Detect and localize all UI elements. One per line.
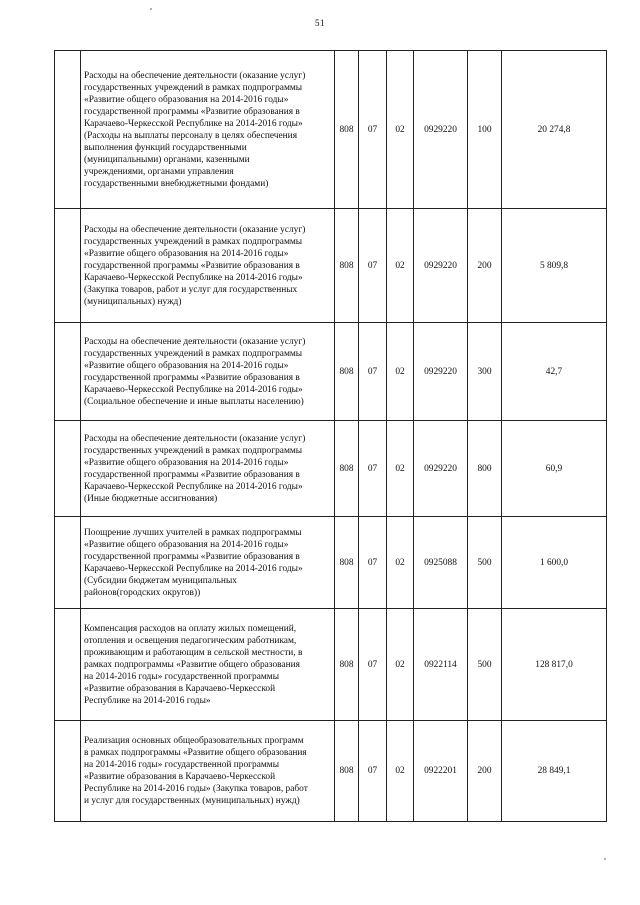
description-line: (Закупка товаров, работ и услуг для государственных (84, 284, 298, 295)
description-line: и услуг для государственных (муниципальных) нужд) (84, 796, 300, 806)
description-line: Поощрение лучших учителей в рамках подпрограммы (84, 527, 302, 538)
description-line: Расходы на обеспечение деятельности (оказание услуг) (84, 433, 306, 444)
section-code-cell: 07 (359, 51, 387, 209)
description-line: Карачаево-Черкесской Республике на 2014-2016 годы» (84, 481, 303, 492)
target-article-cell: 0929220 (414, 51, 468, 209)
description-cell (81, 421, 335, 517)
expense-type-cell: 200 (468, 721, 502, 822)
description-line: государственной программы «Развитие образования в (84, 551, 300, 562)
description-line: отопления и освещения педагогическим работникам, (84, 635, 297, 646)
table-body (55, 51, 607, 822)
description-line: государственных учреждений в рамках подпрограммы (84, 236, 303, 247)
subsection-code-cell: 02 (387, 609, 414, 721)
amount-cell: 42,7 (502, 323, 607, 421)
subsection-code-cell: 02 (387, 421, 414, 517)
description-line: «Развитие образования в Карачаево-Черкесской (84, 683, 276, 694)
expense-type-cell: 200 (468, 209, 502, 323)
description-line: (Субсидии бюджетам муниципальных (84, 575, 237, 586)
section-code-cell: 07 (359, 721, 387, 822)
target-article-cell: 0922114 (414, 609, 468, 721)
description-line: «Развитие общего образования на 2014-2016 годы» (84, 248, 289, 259)
page-number: 51 (315, 18, 325, 28)
description-line: учреждениями, органами управления (84, 166, 234, 177)
section-code-cell: 07 (359, 609, 387, 721)
description-line: государственной программы «Развитие образования в (84, 106, 300, 117)
description-line: «Развитие образования в Карачаево-Черкесской (84, 772, 276, 782)
description-line: на 2014-2016 годы» государственной программы (84, 671, 280, 682)
row-index-cell (55, 209, 81, 323)
description-line: Расходы на обеспечение деятельности (оказание услуг) (84, 336, 306, 347)
description-cell (81, 517, 335, 609)
description-line: рамках подпрограммы «Развитие общего образования (84, 659, 300, 670)
description-line: проживающим и работающим в сельской местности, в (84, 647, 303, 658)
description-line: Республике на 2014-2016 годы» (Закупка товаров, работ (84, 784, 308, 794)
description-line: «Развитие общего образования на 2014-2016 годы» (84, 457, 289, 468)
description-line: государственной программы «Развитие образования в (84, 469, 300, 480)
section-code-cell: 07 (359, 421, 387, 517)
description-line: Карачаево-Черкесской Республике на 2014-2016 годы» (84, 384, 303, 395)
description-line: (Социальное обеспечение и иные выплаты населению) (84, 396, 304, 407)
amount-cell: 5 809,8 (502, 209, 607, 323)
description-line: (Иные бюджетные ассигнования) (84, 493, 218, 504)
target-article-cell: 0929220 (414, 421, 468, 517)
amount-cell: 128 817,0 (502, 609, 607, 721)
ministry-code-cell: 808 (335, 51, 359, 209)
table-row (55, 517, 607, 609)
subsection-code-cell: 02 (387, 323, 414, 421)
ministry-code-cell: 808 (335, 721, 359, 822)
description-cell (81, 209, 335, 323)
description-cell (81, 721, 335, 822)
row-index-cell (55, 609, 81, 721)
description-line: в рамках подпрограммы «Развитие общего образования (84, 748, 307, 758)
description-line: государственными внебюджетными фондами) (84, 178, 269, 189)
description-line: (муниципальных) нужд) (84, 296, 182, 307)
row-index-cell (55, 517, 81, 609)
expense-type-cell: 500 (468, 517, 502, 609)
row-index-cell (55, 51, 81, 209)
expense-type-cell: 300 (468, 323, 502, 421)
description-cell (81, 51, 335, 209)
table-row (55, 421, 607, 517)
target-article-cell: 0925088 (414, 517, 468, 609)
description-line: Карачаево-Черкесской Республике на 2014-2016 годы» (84, 118, 303, 129)
expense-type-cell: 100 (468, 51, 502, 209)
description-line: Компенсация расходов на оплату жилых помещений, (84, 623, 297, 634)
expense-type-cell: 500 (468, 609, 502, 721)
description-line: Реализация основных общеобразовательных программ (84, 736, 304, 746)
description-line: на 2014-2016 годы» государственной программы (84, 760, 280, 770)
description-line: «Развитие общего образования на 2014-2016 годы» (84, 360, 289, 371)
description-cell (81, 323, 335, 421)
scan-speck (150, 8, 152, 10)
amount-cell: 20 274,8 (502, 51, 607, 209)
row-index-cell (55, 323, 81, 421)
amount-cell: 60,9 (502, 421, 607, 517)
description-line: (муниципальными) органами, казенными (84, 154, 250, 165)
description-cell (81, 609, 335, 721)
target-article-cell: 0929220 (414, 209, 468, 323)
table-row (55, 609, 607, 721)
row-index-cell (55, 421, 81, 517)
subsection-code-cell: 02 (387, 209, 414, 323)
table-row (55, 721, 607, 822)
description-line: государственной программы «Развитие образования в (84, 260, 300, 271)
table-row (55, 323, 607, 421)
ministry-code-cell: 808 (335, 609, 359, 721)
description-line: районов(городских округов)) (84, 587, 201, 598)
ministry-code-cell: 808 (335, 517, 359, 609)
table-row (55, 209, 607, 323)
description-line: государственных учреждений в рамках подпрограммы (84, 348, 303, 359)
description-line: государственных учреждений в рамках подпрограммы (84, 445, 303, 456)
section-code-cell: 07 (359, 209, 387, 323)
description-line: Республике на 2014-2016 годы» (84, 695, 211, 706)
scan-speck (604, 858, 606, 860)
description-line: выполнения функций государственными (84, 142, 247, 153)
target-article-cell: 0922201 (414, 721, 468, 822)
description-line: Карачаево-Черкесской Республике на 2014-2016 годы» (84, 563, 303, 574)
section-code-cell: 07 (359, 517, 387, 609)
section-code-cell: 07 (359, 323, 387, 421)
ministry-code-cell: 808 (335, 323, 359, 421)
row-index-cell (55, 721, 81, 822)
table-row (55, 51, 607, 209)
description-line: (Расходы на выплаты персоналу в целях обеспечения (84, 130, 298, 141)
ministry-code-cell: 808 (335, 421, 359, 517)
subsection-code-cell: 02 (387, 721, 414, 822)
description-line: Расходы на обеспечение деятельности (оказание услуг) (84, 224, 306, 235)
description-line: «Развитие общего образования на 2014-2016 годы» (84, 539, 289, 550)
subsection-code-cell: 02 (387, 51, 414, 209)
ministry-code-cell: 808 (335, 209, 359, 323)
description-line: государственных учреждений в рамках подпрограммы (84, 82, 303, 93)
description-line: «Развитие общего образования на 2014-2016 годы» (84, 94, 289, 105)
subsection-code-cell: 02 (387, 517, 414, 609)
description-line: Расходы на обеспечение деятельности (оказание услуг) (84, 70, 306, 81)
target-article-cell: 0929220 (414, 323, 468, 421)
budget-table (54, 50, 607, 822)
amount-cell: 1 600,0 (502, 517, 607, 609)
amount-cell: 28 849,1 (502, 721, 607, 822)
description-line: государственной программы «Развитие образования в (84, 372, 300, 383)
expense-type-cell: 800 (468, 421, 502, 517)
description-line: Карачаево-Черкесской Республике на 2014-2016 годы» (84, 272, 303, 283)
